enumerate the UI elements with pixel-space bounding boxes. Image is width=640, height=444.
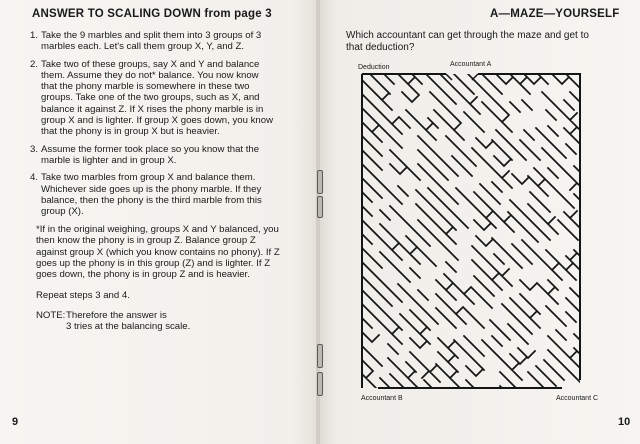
- deduction-label: Deduction: [358, 64, 390, 71]
- maze-entrance-a: [446, 74, 478, 80]
- step-text: Take two of these groups, say X and Y and balance them. Assume they do not* balance. You now know that the phony marble is somewhere in these two groups. Take one of the two groups, such as X, and balance it against Z. If X rises the phony marble is in group X and is lighter. If group X goes down, you know that the phony is in group X but is heavier.: [41, 58, 273, 138]
- accountant-b-label: Accountant B: [361, 395, 403, 402]
- step-text: Assume the former took place so you know that the marble is lighter and in group X.: [41, 143, 260, 166]
- note-label: NOTE:: [36, 310, 66, 321]
- repeat-instruction: Repeat steps 3 and 4.: [36, 290, 130, 301]
- right-page-heading: A—MAZE—YOURSELF: [490, 8, 620, 20]
- step-number: 1.: [30, 30, 39, 41]
- maze-walls: [362, 74, 587, 388]
- step-text: Take the 9 marbles and split them into 3 groups of 3 marbles each. Let's call them group X, Y, and Z.: [41, 30, 262, 53]
- note-text: Therefore the answer is 3 tries at the balancing scale.: [66, 310, 191, 333]
- accountant-c-label: Accountant C: [556, 395, 599, 402]
- accountant-a-label: Accountant A: [450, 61, 492, 68]
- step-number: 3.: [30, 143, 39, 155]
- footnote: *If in the original weighing, groups X and Y balanced, you then know the phony is in group Z. Balance group Z against group X (which you know contains no phony). If Z goes up the phony is in this group (Z) and is lighter. If Z goes down, the phony is in group Z and is heavier.: [36, 224, 280, 281]
- left-page-heading: ANSWER TO SCALING DOWN from page 3: [32, 8, 272, 20]
- step-text: Take two marbles from group X and balance them. Whichever side goes up is the phony marble. If they balance, then the phony is the third marble from this group (X).: [41, 172, 262, 218]
- maze-wall-segments: [362, 74, 587, 388]
- step-number: 2.: [30, 58, 39, 70]
- step-number: 4.: [30, 172, 39, 184]
- page-number-right: 10: [618, 416, 631, 428]
- page-number-left: 9: [12, 416, 19, 428]
- maze-question: Which accountant can get through the maze and get to that deduction?: [346, 30, 589, 53]
